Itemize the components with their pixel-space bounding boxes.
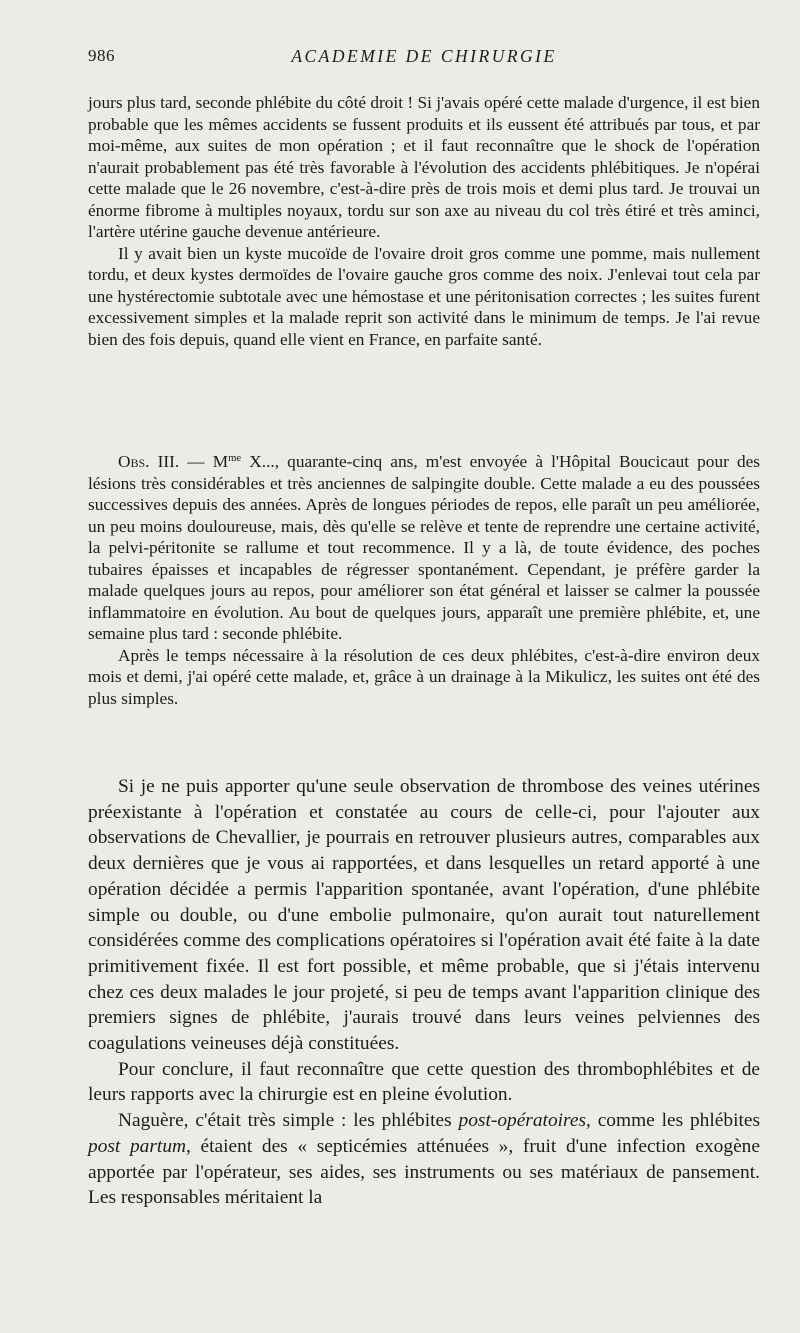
paragraph: Il y avait bien un kyste mucoïde de l'ovaire droit gros comme une pomme, mais nullement tordu, et deux kystes dermoïdes de l'ovaire gauche gros comme des noix. J'enlevai tout cela par une hystérectomie subtotale avec une hémostase et une péritonisation correctes ; les suites furent excessivement simples et la malade reprit son activité dans le minimum de temps. Je l'ai revue bien des fois depuis, quand elle vient en France, en parfaite santé.: [88, 243, 760, 349]
observation-title-sup: me: [228, 452, 242, 465]
paragraph: Pour conclure, il faut reconnaître que cette question des thrombophlébites et de leurs rapports avec la chirurgie est en pleine évolution.: [88, 1058, 760, 1106]
emphasis: post-opératoires: [458, 1110, 586, 1132]
paragraph: jours plus tard, seconde phlébite du côté droit ! Si j'avais opéré cette malade d'urgence, il est bien probable que les mêmes accidents se fussent produits et ils eussent été attribués par tous, et par moi-même, aux suites de mon opération ; et il faut reconnaître que le shock de l'opération n'aurait probablement pas été très favorable à l'évolution des accidents phlébitiques. Je n'opérai cette malade que le 26 novembre, c'est-à-dire près de trois mois et demi plus tard. Je trouvai un énorme fibrome à multiples noyaux, tordu sur son axe au niveau du col très étiré et très aminci, l'artère utérine gauche devenue antérieure.: [88, 93, 760, 241]
emphasis: post partum: [88, 1135, 187, 1157]
observation-followup: Après le temps nécessaire à la résolution de ces deux phlébites, c'est-à-dire environ deux mois et demi, j'ai opéré cette malade, et, grâce à un drainage à la Mikulicz, les suites ont été des plus simples.: [88, 645, 760, 708]
page-header: [88, 46, 760, 72]
observation-intro: X..., quarante-cinq ans, m'est envoyée à l'Hôpital Boucicaut pour des lésions très considérables et très anciennes de salpingite double. Cette malade a eu des poussées successives depuis des années. Après de longues périodes de repos, elle paraît un peu améliorée, un peu moins douloureuse, mais, dès qu'elle se relève et tente de reprendre une certaine activité, la pelvi-péritonite se rallume et tout recommence. Il y a là, de toute évidence, des poches tubaires épaisses et incapables de régresser spontanément. Cependant, je préfère garder la malade quelques jours au repos, pour améliorer son état général et laisser se calmer la poussée inflammatoire en évolution. Au bout de quelques jours, apparaît une première phlébite, et, une semaine plus tard : seconde phlébite.: [88, 452, 760, 643]
observation-block: [88, 451, 760, 709]
case-continuation: [88, 92, 760, 350]
paragraph: Naguère, c'était très simple : les phlébites post-opératoires, comme les phlébites post partum, étaient des « septicémies atténuées », fruit d'une infection exogène apportée par l'opérateur, ses aides, ses instruments ou ses matériaux de pansement. Les responsables méritaient la: [88, 1110, 760, 1209]
observation-title: M: [212, 452, 229, 471]
observation-paragraph: [88, 451, 760, 645]
observation-label: Obs. III.: [118, 452, 180, 471]
discussion-block: [88, 774, 760, 1211]
paragraph: Si je ne puis apporter qu'une seule observation de thrombose des veines utérines préexistante à l'opération et constatée au cours de celle-ci, pour l'ajouter aux observations de Chevallier, je pourrais en retrouver plusieurs autres, comparables aux deux dernières que je vous ai rapportées, et dans lesquelles un retard apporté à une opération décidée a permis l'apparition spontanée, avant l'opération, d'une phlébite simple ou double, ou d'une embolie pulmonaire, qu'on aurait tout naturellement considérées comme des complications opératoires si l'opération avait été faite à la date primitivement fixée. Il est fort possible, et même probable, que si j'étais intervenu chez ces deux malades le jour projeté, si peu de temps avant l'apparition clinique des premiers signes de phlébite, j'aurais trouvé dans leurs veines pelviennes des coagulations veineuses déjà constituées.: [88, 776, 760, 1055]
observation-dash: —: [179, 452, 213, 471]
running-head: ACADEMIE DE CHIRURGIE: [291, 46, 557, 66]
page-number: 986: [88, 46, 115, 65]
